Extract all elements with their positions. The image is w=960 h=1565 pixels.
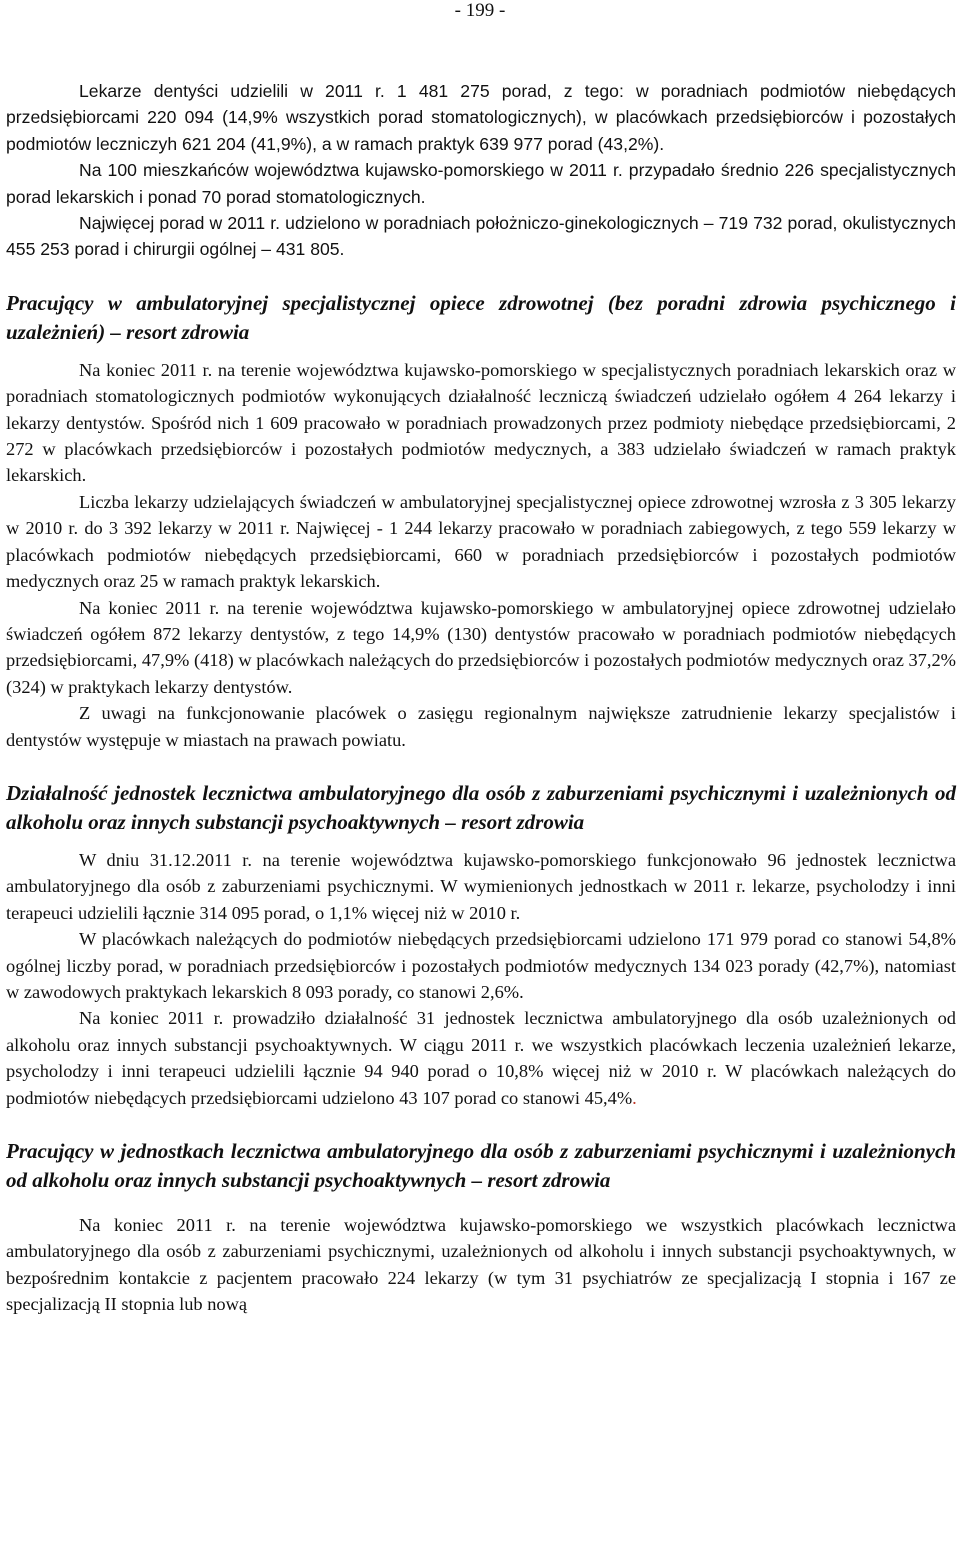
paragraph-doctors-count: Liczba lekarzy udzielających świadczeń w ambulatoryjnej specjalistycznej opiece zdrowotnej wzrosła z 3 305 lekarzy w 2010 r. do 3 392 lekarzy w 2011 r. Najwięcej - 1 244 lekarzy pracowało w poradniach zabiegowych, z tego 559 lekarzy w placówkach podmiotów niebędących przedsiębiorcami, 660 w poradniach przedsiębiorców i pozostałych podmiotów medycznych oraz 25 w ramach praktyk lekarskich. (6, 491, 956, 592)
paragraph-advice-by-owner: W placówkach należących do podmiotów niebędących przedsiębiorcami udzielono 171 979 porad co stanowi 54,8% ogólnej liczby porad, w poradniach przedsiębiorców i pozostałych podmiotów medycznych 134 023 porady (42,7%), natomiast w zawodowych praktykach lekarskich 8 093 porady, co stanowi 2,6%. (6, 929, 956, 1002)
paragraph-regional-employment: Z uwagi na funkcjonowanie placówek o zasięgu regionalnym największe zatrudnienie lekarzy specjalistów i dentystów występuje w miastach na prawach powiatu. (6, 703, 956, 750)
paragraph-dental-advice: Lekarze dentyści udzielili w 2011 r. 1 481 275 porad, z tego: w poradniach podmiotów niebędących przedsiębiorcami 220 094 (14,9% wszystkich porad stomatologicznych), w placówkach przedsiębiorców i pozostałych podmiotów leczniczyh 621 204 (41,9%), a w ramach praktyk 639 977 porad (43,2%). (6, 81, 956, 154)
document-body (6, 78, 956, 1318)
section-heading-specialist-care-staff: Pracujący w ambulatoryjnej specjalistycznej opiece zdrowotnej (bez poradni zdrowia psychicznego i uzależnień) – resort zdrowia (6, 290, 956, 344)
paragraph-most-advice: Najwięcej porad w 2011 r. udzielono w poradniach położniczo-ginekologicznych – 719 732 porad, okulistycznych 455 253 porad i chirurgii ogólnej – 431 805. (6, 213, 956, 260)
paragraph-staff-total: Na koniec 2011 r. na terenie województwa kujawsko-pomorskiego w specjalistycznych poradniach lekarskich oraz w poradniach stomatologicznych podmiotów wykonujących działalność leczniczą świadczeń udzielało ogółem 4 264 lekarzy i lekarzy dentystów. Spośród nich 1 609 pracowało w poradniach prowadzonych przez podmioty niebędące przedsiębiorcami, 2 272 w placówkach przedsiębiorców i pozostałych podmiotów medycznych, a 383 udzielało świadczeń w ramach praktyk lekarskich. (6, 359, 956, 486)
addiction-units-text: Na koniec 2011 r. prowadziło działalność 31 jednostek lecznictwa ambulatoryjnego dla osób uzależnionych od alkoholu oraz innych substancji psychoaktywnych. W ciągu 2011 r. we wszystkich placówkach leczenia uzależnień lekarze, psycholodzy i inni terapeuci udzielili łącznie 94 940 porad o 10,8% więcej niż w 2010 r. W placówkach należących do podmiotów niebędących przedsiębiorcami udzielono 43 107 porad co stanowi 45,4% (6, 1008, 956, 1108)
section-heading-mental-health-units: Działalność jednostek lecznictwa ambulatoryjnego dla osób z zaburzeniami psychicznymi i uzależnionych od alkoholu oraz innych substancji psychoaktywnych – resort zdrowia (6, 780, 956, 834)
paragraph-per-100-residents: Na 100 mieszkańców województwa kujawsko-pomorskiego w 2011 r. przypadało średnio 226 specjalistycznych porad lekarskich i ponad 70 porad stomatologicznych. (6, 160, 956, 207)
trailing-dot: . (632, 1087, 637, 1108)
paragraph-addiction-units (6, 1005, 956, 1111)
section-heading-mental-health-staff: Pracujący w jednostkach lecznictwa ambulatoryjnego dla osób z zaburzeniami psychicznymi i uzależnionych od alkoholu oraz innych substancji psychoaktywnych – resort zdrowia (6, 1139, 956, 1192)
page-number: - 199 - (454, 0, 506, 21)
paragraph-mental-health-units: W dniu 31.12.2011 r. na terenie województwa kujawsko-pomorskiego funkcjonowało 96 jednostek lecznictwa ambulatoryjnego dla osób z zaburzeniami psychicznymi. W wymienionych jednostkach w 2011 r. lekarze, psycholodzy i inni terapeuci udzielili łącznie 314 095 porad, o 1,1% więcej niż w 2010 r. (6, 849, 956, 923)
paragraph-mental-health-staff: Na koniec 2011 r. na terenie województwa kujawsko-pomorskiego we wszystkich placówkach lecznictwa ambulatoryjnego dla osób z zaburzeniami psychicznymi, uzależnionych od alkoholu i innych substancji psychoaktywnych, w bezpośrednim kontakcie z pacjentem pracowało 224 lekarzy (w tym 31 psychiatrów ze specjalizacją I stopnia i 167 ze specjalizacją II stopnia lub nową (6, 1215, 956, 1315)
paragraph-dentists-count: Na koniec 2011 r. na terenie województwa kujawsko-pomorskiego w ambulatoryjnej opiece zdrowotnej udzielało świadczeń ogółem 872 lekarzy dentystów, z tego 14,9% (130) dentystów pracowało w poradniach podmiotów niebędących przedsiębiorcami, 47,9% (418) w placówkach należących do przedsiębiorców i pozostałych podmiotów medycznych oraz 37,2% (324) w praktykach lekarzy dentystów. (6, 597, 956, 697)
